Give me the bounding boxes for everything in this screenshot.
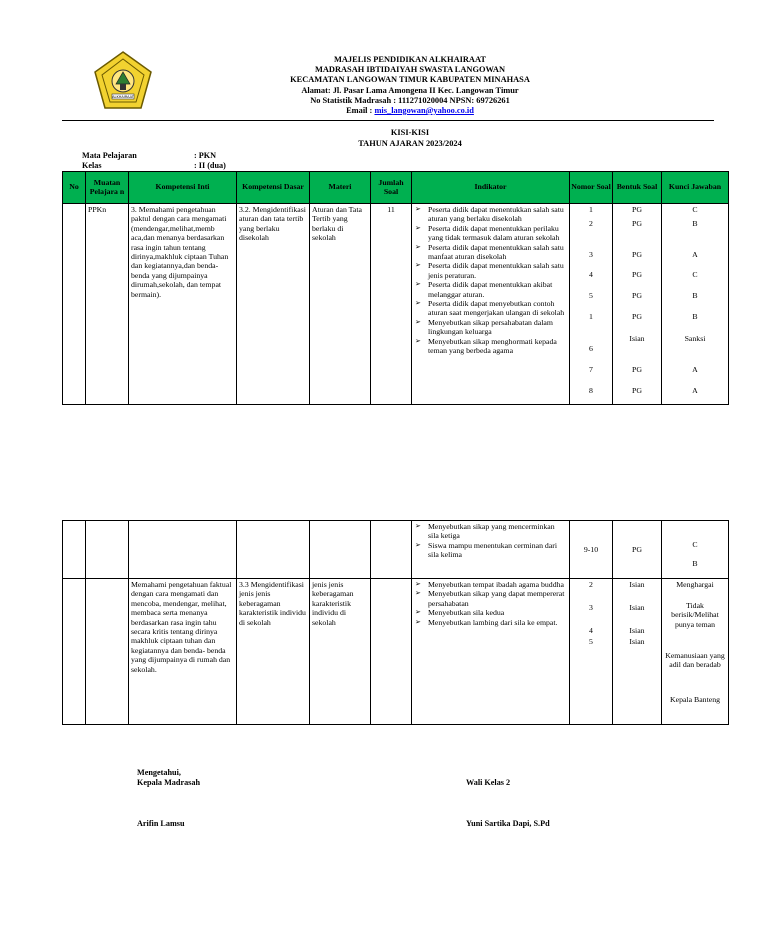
cell-bentuk-soal: PG (613, 521, 662, 579)
cell-nomor-soal: 9-10 (570, 521, 613, 579)
subject-label: Mata Pelajaran (82, 151, 137, 160)
email-line: Email : mis_langowan@yahoo.co.id (346, 106, 474, 116)
document-meta (82, 151, 226, 171)
indicator-item: ➢ Peserta didik dapat menentukkan akibat melanggar aturan. (414, 280, 567, 299)
school-year: TAHUN AJARAN 2023/2024 (358, 138, 462, 148)
cell-nomor-soal: 1 2 3 4 5 1 6 7 8 (570, 204, 613, 405)
table-row (63, 521, 729, 579)
cell-nomor-soal: 2 3 4 5 (570, 579, 613, 725)
cell-muatan: PPKn (86, 204, 129, 405)
email-link[interactable]: mis_langowan@yahoo.co.id (374, 106, 474, 116)
indicator-item: ➢ Menyebutkan lambing dari sila ke empat. (414, 618, 567, 627)
table-header-row (63, 172, 729, 204)
subject-value: : PKN (194, 151, 217, 160)
document-title (250, 128, 570, 149)
indicator-item: ➢ Peserta didik dapat menentukkan perilaku yang tidak termasuk dalam aturan sekolah (414, 224, 567, 243)
cell-kunci-jawaban: C B A C B B Sanksi A A (662, 204, 729, 405)
header-divider (62, 120, 714, 121)
statistics-number: No Statistik Madrasah : 111271020004 NPSN: 69726261 (310, 95, 510, 105)
homeroom-title: Wali Kelas 2 (466, 778, 511, 787)
acknowledged-label: Mengetahui, (137, 768, 181, 777)
cell-indikator (412, 579, 570, 725)
cell-indikator (412, 204, 570, 405)
cell-materi: jenis jenis keberagaman karakteristik individu di sekolah (310, 579, 371, 725)
indicator-item: ➢ Menyebutkan sikap menghormati kepada teman yang berbeda agama (414, 337, 567, 356)
cell-kompetensi-dasar: 3.2. Mengidentifikasi aturan dan tata tertib yang berlaku disekolah (237, 204, 310, 405)
letterhead (250, 55, 570, 116)
org-name: MAJELIS PENDIDIKAN ALKHAIRAAT (333, 55, 486, 64)
indicator-item: ➢ Peserta didik dapat menentukkan salah satu aturan yang berlaku disekolah (414, 205, 567, 224)
header-cell: Kunci Jawaban (662, 172, 729, 204)
cell-no (63, 204, 86, 405)
cell-kompetensi-dasar: 3.3 Mengidentifikasi jenis jenis keberagaman karakteristik individu di sekolah (237, 579, 310, 725)
class-value: : II (dua) (194, 161, 226, 170)
header-cell: Indikator (412, 172, 570, 204)
kisi-kisi-table-continued (62, 520, 729, 725)
principal-name: Arifin Lamsu (137, 819, 185, 828)
school-logo (92, 50, 154, 112)
cell-bentuk-soal: PG PG PG PG PG PG Isian PG PG (613, 204, 662, 405)
header-cell: Bentuk Soal (613, 172, 662, 204)
indicator-item: ➢ Menyebutkan sikap yang dapat mempererat persahabatan (414, 589, 567, 608)
indicator-item: ➢ Menyebutkan sikap yang mencerminkan sila ketiga (414, 522, 567, 541)
indicator-item: ➢ Menyebutkan tempat ibadah agama buddha (414, 580, 567, 589)
indicator-item: ➢ Siswa mampu menentukan cerminan dari sila kelima (414, 541, 567, 560)
header-cell: Nomor Soal (570, 172, 613, 204)
indicator-item: ➢ Peserta didik dapat menentukkan salah satu jenis peraturan. (414, 261, 567, 280)
indicator-item: ➢ Menyebutkan sikap persahabatan dalam lingkungan keluarga (414, 318, 567, 337)
svg-text:ALKHAIRAAT: ALKHAIRAAT (112, 95, 134, 99)
table-row (63, 579, 729, 725)
header-cell: Kompetensi Inti (129, 172, 237, 204)
district-name: KECAMATAN LANGOWAN TIMUR KABUPATEN MINAHASA (290, 75, 530, 85)
cell-kunci-jawaban: C B (662, 521, 729, 579)
indicator-item: ➢ Peserta didik dapat menyebutkan contoh aturan saat mengerjakan ulangan di sekolah (414, 299, 567, 318)
header-cell: Jumlah Soal (371, 172, 412, 204)
cell-jumlah-soal: 11 (371, 204, 412, 405)
principal-title: Kepala Madrasah (137, 778, 201, 787)
school-name: MADRASAH IBTIDAIYAH SWASTA LANGOWAN (314, 65, 506, 75)
indicator-item: ➢ Peserta didik dapat menentukkan salah satu manfaat aturan disekolah (414, 243, 567, 262)
cell-kunci-jawaban: Menghargai Tidak berisik/Melihat punya teman Kemanusiaan yang adil dan beradab Kepala Banteng (662, 579, 729, 725)
header-cell: No (63, 172, 86, 204)
kisi-kisi-table (62, 171, 729, 405)
signature-left (137, 768, 200, 829)
title-text: KISI-KISI (390, 128, 430, 137)
cell-kompetensi-inti: 3. Memahami pengetahuan paktul dengan cara mengamati (mendengar,melihat,memb aca,dan menanya berdasarkan rasa ingin tahun tentang dirinya,makhluk ciptaan Tuhan dan kegiatannya,dan benda-benda yang dijumpainya dirumah,sekolah, dan tempat bermain). (129, 204, 237, 405)
class-label: Kelas (82, 161, 102, 170)
header-cell: Kompetensi Dasar (237, 172, 310, 204)
address: Alamat: Jl. Pasar Lama Amongena II Kec. Langowan Timur (301, 85, 519, 95)
cell-kompetensi-inti: Memahami pengetahuan faktual dengan cara mengamati dan mencoba, mendengar, melihat, membaca serta menanya berdasarkan rasa ingin tahu secara kritis tentang dirinya makhluk ciptaan tuhan dan kegiatannya dan benda- benda yang dijumpainya di rumah dan sekolah. (129, 579, 237, 725)
cell-materi: Aturan dan Tata Tertib yang berlaku di sekolah (310, 204, 371, 405)
cell-indikator (412, 521, 570, 579)
table-row (63, 204, 729, 405)
cell-bentuk-soal: Isian Isian Isian Isian (613, 579, 662, 725)
header-cell: Materi (310, 172, 371, 204)
homeroom-teacher-name: Yuni Sartika Dapi, S.Pd (466, 819, 550, 828)
signature-right (466, 778, 550, 829)
indicator-item: ➢ Menyebutkan sila kedua (414, 608, 567, 617)
header-cell: Muatan Pelajara n (86, 172, 129, 204)
